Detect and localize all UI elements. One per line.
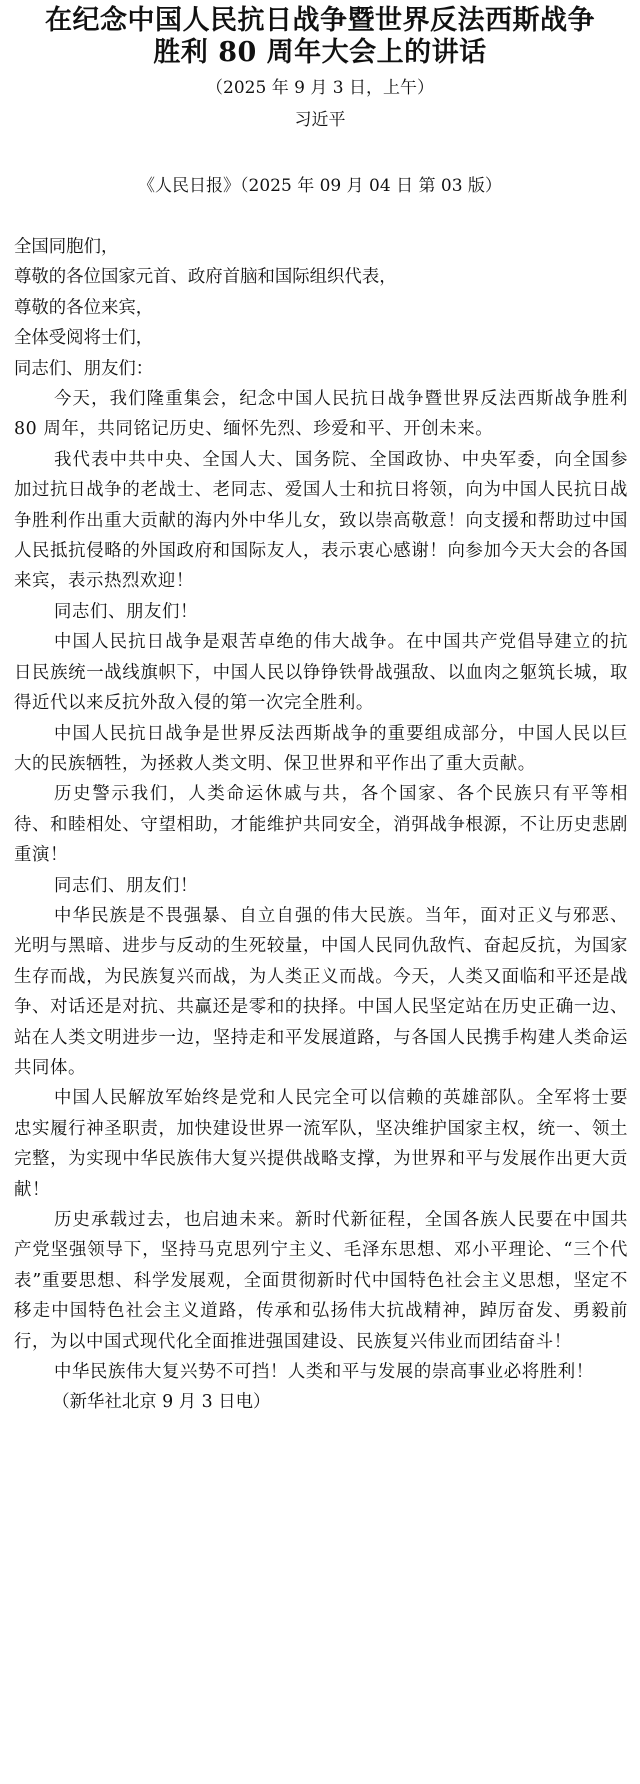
- paragraph: 同志们、朋友们！: [54, 875, 198, 896]
- publication-source: 《人民日报》（2025 年 09 月 04 日 第 03 版）: [138, 176, 502, 196]
- salutation-line: 尊敬的各位来宾，: [14, 297, 154, 318]
- paragraph: 中国人民抗日战争是世界反法西斯战争的重要组成部分，中国人民以巨大的民族牺牲，为拯救人类文明、保卫世界和平作出了重大贡献。: [14, 723, 628, 774]
- salutation-line: 全国同胞们，: [14, 237, 119, 257]
- paragraph: 中国人民抗日战争是艰苦卓绝的伟大战争。在中国共产党倡导建立的抗日民族统一战线旗帜下，中国人民以铮铮铁骨战强敌、以血肉之躯筑长城，取得近代以来反抗外敌入侵的第一次完全胜利。: [14, 632, 628, 714]
- news-agency-signoff: （新华社北京 9 月 3 日电）: [52, 1392, 271, 1413]
- author-name: 习近平: [294, 110, 346, 130]
- salutation-line: 尊敬的各位国家元首、政府首脑和国际组织代表，: [14, 267, 397, 288]
- paragraph: 历史警示我们，人类命运休戚与共，各个国家、各个民族只有平等相待、和睦相处、守望相助，才能维护共同安全，消弭战争根源，不让历史悲剧重演！: [14, 784, 628, 866]
- speech-body: [14, 232, 628, 1418]
- title-line-2: 胜利 80 周年大会上的讲话: [153, 37, 487, 68]
- speech-date: （2025 年 9 月 3 日，上午）: [206, 78, 434, 98]
- paragraph: 中华民族伟大复兴势不可挡！人类和平与发展的崇高事业必将胜利！: [54, 1362, 594, 1383]
- paragraph: 历史承载过去，也启迪未来。新时代新征程，全国各族人民要在中国共产党坚强领导下，坚持马克思列宁主义、毛泽东思想、邓小平理论、“三个代表”重要思想、科学发展观，全面贯彻新时代中国特色社会主义思想，坚定不移走中国特色社会主义道路，传承和弘扬伟大抗战精神，踔厉奋发、勇毅前行，为以中国式现代化全面推进强国建设、民族复兴伟业而团结奋斗！: [14, 1210, 628, 1352]
- paragraph: 今天，我们隆重集会，纪念中国人民抗日战争暨世界反法西斯战争胜利 80 周年，共同铭记历史、缅怀先烈、珍爱和平、开创未来。: [14, 389, 628, 440]
- title-line-1: 在纪念中国人民抗日战争暨世界反法西斯战争: [45, 5, 595, 36]
- paragraph: 我代表中共中央、全国人大、国务院、全国政协、中央军委，向全国参加过抗日战争的老战士、老同志、爱国人士和抗日将领，向为中国人民抗日战争胜利作出重大贡献的海内外中华儿女，致以崇高敬意！向支援和帮助过中国人民抵抗侵略的外国政府和国际友人，表示衷心感谢！向参加今天大会的各国来宾，表示热烈欢迎！: [14, 449, 628, 592]
- paragraph: 中国人民解放军始终是党和人民完全可以信赖的英雄部队。全军将士要忠实履行神圣职责，加快建设世界一流军队，坚决维护国家主权，统一、领土完整，为实现中华民族伟大复兴提供战略支撑，为世界和平与发展作出更大贡献！: [14, 1088, 628, 1200]
- salutation-line: 全体受阅将士们，: [14, 328, 154, 349]
- paragraph: 同志们、朋友们！: [54, 601, 198, 622]
- paragraph: 中华民族是不畏强暴、自立自强的伟大民族。当年，面对正义与邪恶、光明与黑暗、进步与反动的生死较量，中国人民同仇敌忾、奋起反抗，为国家生存而战，为民族复兴而战，为人类正义而战。今天，人类又面临和平还是战争、对话还是对抗、共赢还是零和的抉择。中国人民坚定站在历史正确一边、站在人类文明进步一边，坚持走和平发展道路，与各国人民携手构建人类命运共同体。: [14, 905, 628, 1078]
- salutation-line: 同志们、朋友们：: [14, 358, 154, 379]
